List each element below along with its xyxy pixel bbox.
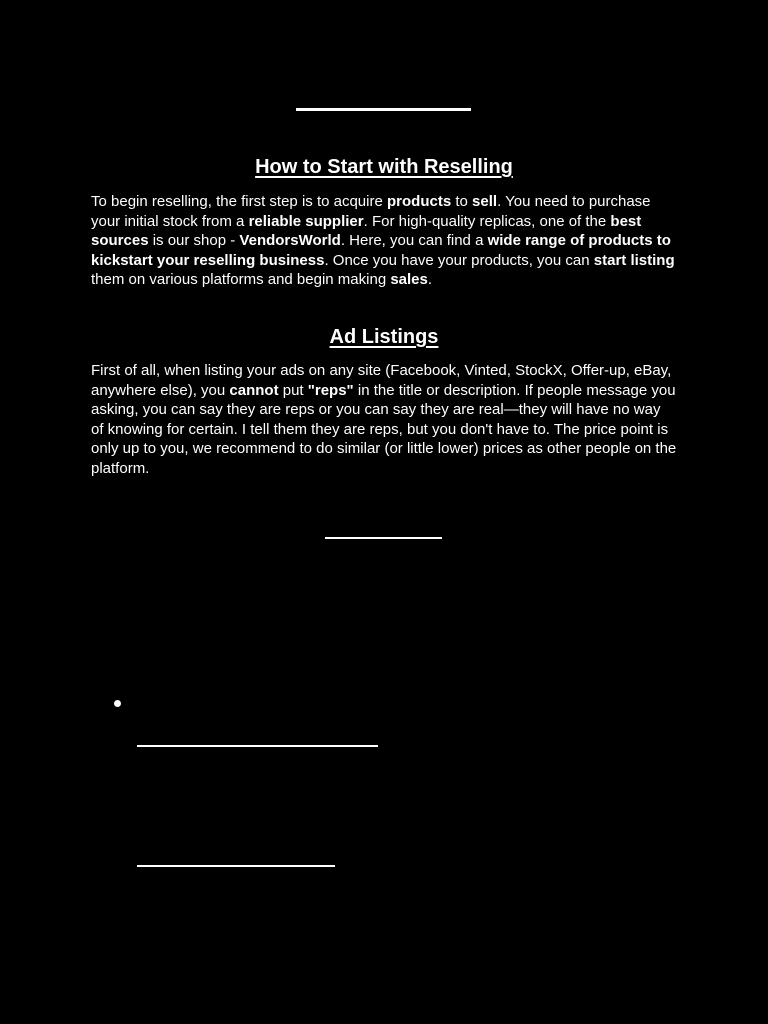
text-run-bold: start listing	[593, 251, 675, 269]
text-run-bold: wide range of products to kickstart your reselling business	[91, 232, 671, 269]
text-run: .	[427, 271, 433, 288]
middle-divider	[325, 537, 442, 539]
text-run: put	[278, 381, 308, 399]
list-divider	[137, 745, 378, 747]
reselling-paragraph	[91, 192, 677, 290]
text-run: . Here, you can find a	[340, 232, 488, 249]
section-heading-reselling: How to Start with Reselling	[255, 156, 513, 178]
ad-listings-paragraph	[91, 361, 677, 478]
text-run: them on various platforms and begin making	[91, 271, 391, 288]
text-run-bold: sales	[390, 271, 428, 288]
text-run-bold: best sources	[91, 212, 642, 249]
text-run: . You need to purchase your initial stock from a	[91, 193, 651, 230]
text-run-bold: "reps"	[307, 381, 354, 399]
text-run: First of all, when listing your ads on any site (Facebook, Vinted, StockX, Offer-up, eBay, anywhere else), you	[91, 362, 672, 399]
top-divider	[296, 108, 471, 111]
text-run: . Once you have your products, you can	[324, 251, 594, 269]
section-heading-ad-listings: Ad Listings	[329, 326, 439, 348]
text-run: . For high-quality replicas, one of the	[363, 212, 611, 230]
text-run: is our shop -	[148, 232, 240, 249]
text-run: in the title or description. If people message you asking, you can say they are reps or you can say they are real—they will have no way of knowing for certain. I tell them they are reps, but you don't have to. The price point is only up to you, we recommend to do similar (or little lower) prices as other people on the platform.	[91, 381, 677, 477]
text-run-bold: reliable supplier	[248, 212, 364, 230]
text-run-bold: sell	[472, 193, 498, 210]
text-run-bold: VendorsWorld	[239, 232, 341, 249]
text-run-bold: cannot	[229, 381, 279, 399]
text-run: To begin reselling, the first step is to acquire	[91, 193, 387, 210]
text-run: to	[451, 193, 473, 210]
text-run-bold: products	[387, 193, 452, 210]
list-bullet	[114, 700, 121, 707]
list-divider	[137, 865, 335, 867]
